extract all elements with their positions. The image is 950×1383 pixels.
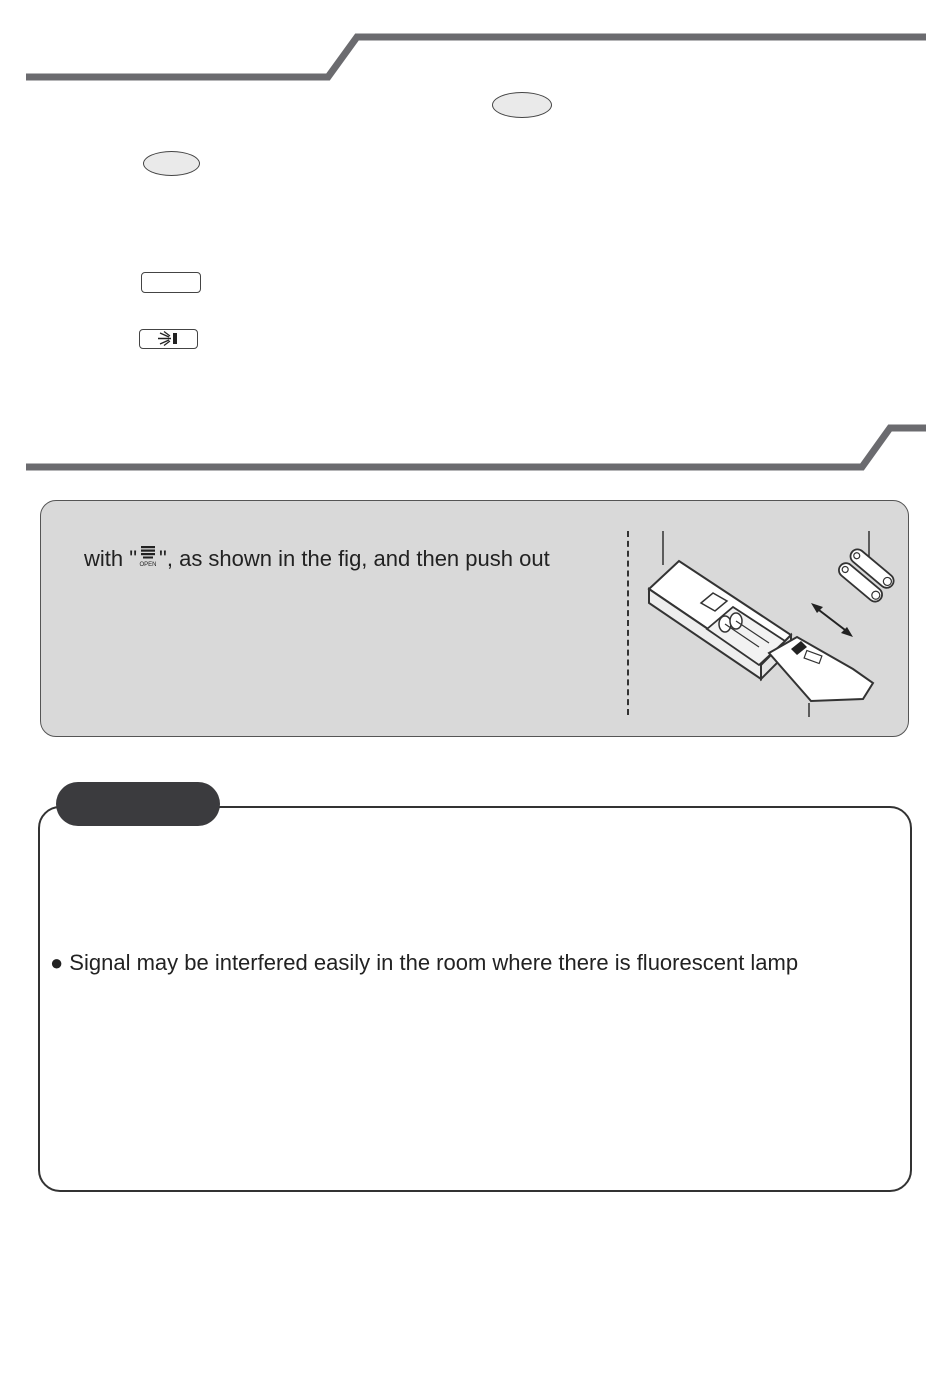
notes-tab-label xyxy=(56,782,220,826)
svg-text:OPEN: OPEN xyxy=(139,562,157,568)
bullet-icon: ● xyxy=(50,950,64,975)
battery-instruction-text xyxy=(84,545,550,575)
battery-text-prefix: with " xyxy=(84,546,138,571)
remote-battery-compartment-illustration xyxy=(641,525,901,720)
open-cover-icon xyxy=(138,545,158,575)
battery-text-suffix: ", as shown in the fig, and then push out xyxy=(159,546,550,571)
key-rect-light xyxy=(139,329,198,349)
light-burst-icon xyxy=(154,330,184,347)
notes-item-text: Signal may be interfered easily in the room where there is fluorescent lamp xyxy=(69,950,799,975)
section-divider-lines xyxy=(0,0,950,480)
notes-box xyxy=(38,806,912,1192)
key-rect-plain xyxy=(141,272,201,293)
key-oval-left xyxy=(143,151,200,176)
key-oval-top xyxy=(492,92,552,118)
panel-dashed-divider xyxy=(627,531,629,715)
notes-item xyxy=(50,950,798,976)
battery-install-panel xyxy=(40,500,909,737)
